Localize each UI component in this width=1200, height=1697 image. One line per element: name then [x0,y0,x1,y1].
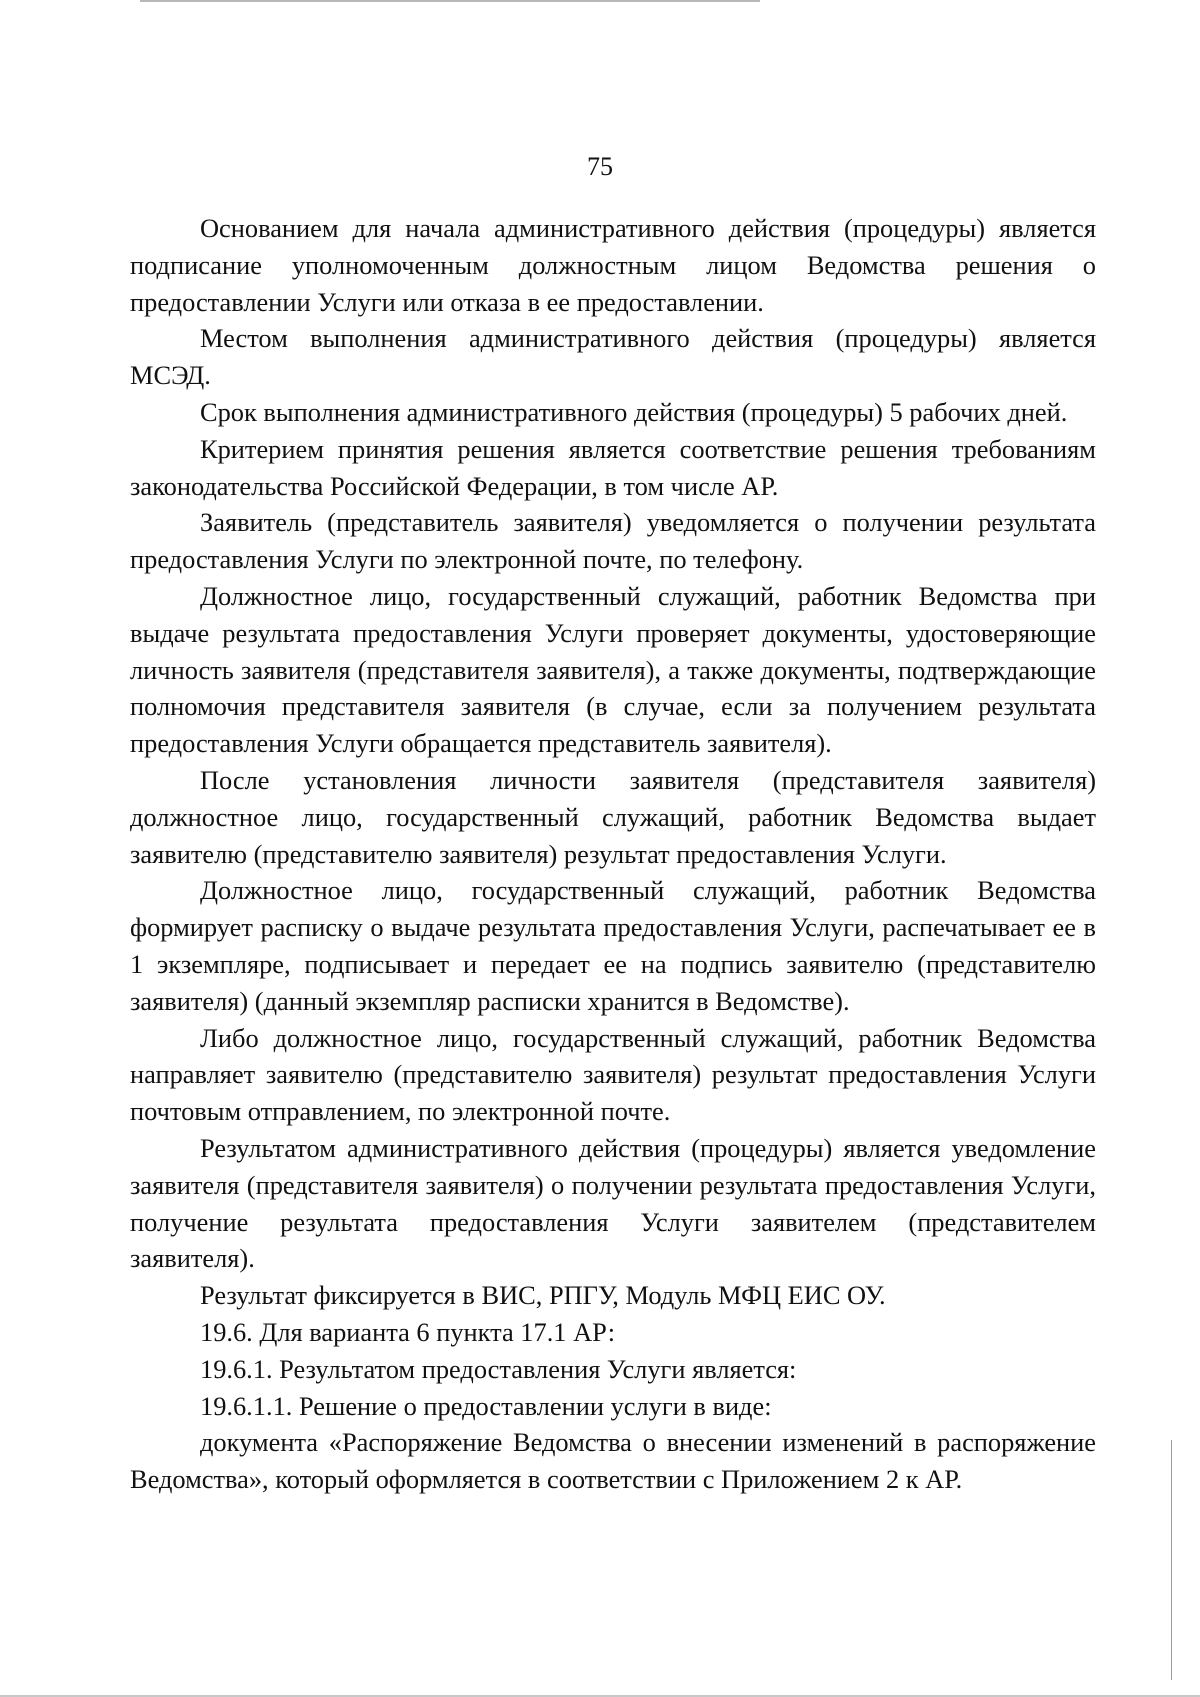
paragraph: Либо должностное лицо, государственный служащий, работник Ведомства направляет заявителю (представителю заявителя) результат предоставления Услуги почтовым отправлением, по электронной почте. [130,1022,1096,1127]
scan-edge-top [140,0,760,2]
paragraph: Должностное лицо, государственный служащий, работник Ведомства формирует расписку о выдаче результата предоставления Услуги, распечатывает ее в 1 экземпляре, подписывает и передает ее на подпись заявителю (представителю заявителя) (данный экземпляр расписки хранится в Ведомстве). [130,875,1096,1016]
paragraph: Местом выполнения административного действия (процедуры) является МСЭД. [130,323,1096,391]
paragraph: Результатом административного действия (процедуры) является уведомление заявителя (представителя заявителя) о получении результата предоставления Услуги, получение результата предоставления Услуги заявителем (представителем заявителя). [130,1132,1096,1274]
paragraph: документа «Распоряжение Ведомства о внесении изменений в распоряжение Ведомства», который оформляется в соответствии с Приложением 2 к АР. [130,1427,1096,1495]
paragraph: 19.6.1. Результатом предоставления Услуги является: [200,1353,797,1384]
paragraph: Должностное лицо, государственный служащий, работник Ведомства при выдаче результата предоставления Услуги проверяет документы, удостоверяющие личность заявителя (представителя заявителя), а также документы, подтверждающие полномочия представителя заявителя (в случае, если за получением результата предоставления Услуги обращается представитель заявителя). [130,580,1096,759]
paragraph: Срок выполнения административного действия (процедуры) 5 рабочих дней. [200,396,1068,427]
paragraph: 19.6. Для варианта 6 пункта 17.1 АР: [200,1316,616,1347]
paragraph: Результат фиксируется в ВИС, РПГУ, Модуль МФЦ ЕИС ОУ. [200,1280,886,1311]
paragraph: После установления личности заявителя (представителя заявителя) должностное лицо, государственный служащий, работник Ведомства выдает заявителю (представителю заявителя) результат предоставления Услуги. [130,764,1096,869]
paragraph: 19.6.1.1. Решение о предоставлении услуги в виде: [200,1390,772,1421]
paragraph: Основанием для начала административного действия (процедуры) является подписание уполномоченным должностным лицом Ведомства решения о предоставлении Услуги или отказа в ее предоставлении. [130,213,1096,317]
paragraph: Критерием принятия решения является соответствие решения требованиям законодательства Российской Федерации, в том числе АР. [130,433,1096,501]
paragraph: Заявитель (представитель заявителя) уведомляется о получении результата предоставления Услуги по электронной почте, по телефону. [130,507,1096,575]
document-body [130,210,1096,1498]
scan-edge-right [1171,1440,1172,1680]
page-number: 75 [587,152,613,181]
